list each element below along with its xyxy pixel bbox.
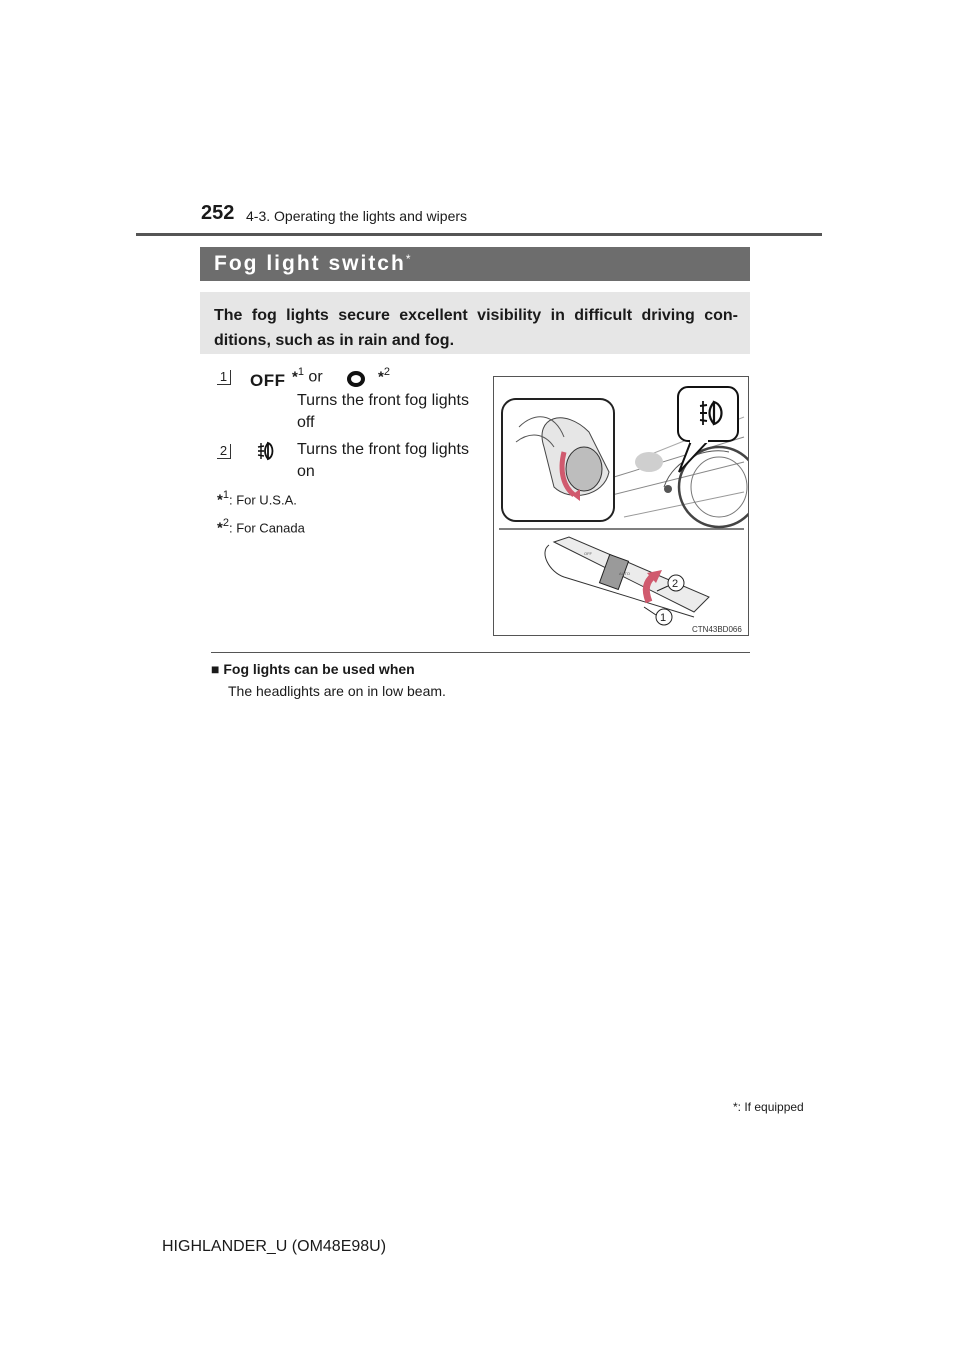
canada-footnote-ref bbox=[378, 366, 390, 386]
footnote-canada bbox=[217, 517, 305, 537]
footnote-ref-1: 1 bbox=[297, 366, 304, 378]
note-body: The headlights are on in low beam. bbox=[228, 683, 446, 699]
asterisk: * bbox=[733, 1100, 738, 1114]
item-1-desc-line2: off bbox=[297, 414, 315, 431]
item-1-desc-line1: Turns the front fog lights bbox=[297, 392, 469, 409]
svg-text:OFF: OFF bbox=[584, 551, 592, 556]
manual-footer: HIGHLANDER_U (OM48E98U) bbox=[162, 1238, 387, 1255]
us-off-footnote-ref bbox=[292, 366, 323, 388]
section-heading-text: Fog light switch bbox=[214, 252, 406, 275]
header-rule bbox=[136, 233, 822, 236]
figure-code: CTN43BD066 bbox=[692, 625, 742, 634]
note-divider bbox=[211, 652, 750, 653]
if-equipped-note bbox=[733, 1100, 804, 1114]
asterisk: * bbox=[217, 519, 223, 537]
front-fog-light-icon bbox=[256, 440, 278, 462]
callout-1: 1 bbox=[660, 612, 667, 624]
intro-box: The fog lights secure excellent visibility in difficult driving con-ditions, such as in rain and fog. bbox=[200, 292, 750, 354]
item-number-2: 2 bbox=[217, 444, 231, 459]
callout-2: 2 bbox=[672, 578, 679, 590]
asterisk: * bbox=[292, 368, 298, 386]
or-text: or bbox=[303, 368, 323, 386]
if-equipped-mark: * bbox=[405, 252, 411, 266]
note-bullet: ■ bbox=[211, 661, 220, 677]
svg-text:AUTO: AUTO bbox=[619, 571, 631, 576]
footnote-text: : For Canada bbox=[228, 520, 305, 536]
illustration-drawing bbox=[494, 377, 748, 635]
fog-switch-illustration bbox=[493, 376, 749, 636]
footnote-usa bbox=[217, 489, 297, 509]
page-number: 252 bbox=[201, 202, 235, 224]
item-2-desc-line2: on bbox=[297, 463, 315, 480]
item-number-1: 1 bbox=[217, 370, 231, 385]
section-title: 4-3. Operating the lights and wipers bbox=[246, 208, 468, 224]
note-heading bbox=[211, 661, 415, 677]
asterisk: * bbox=[378, 368, 384, 386]
footnote-number: 1 bbox=[222, 489, 229, 501]
section-heading bbox=[200, 247, 750, 281]
asterisk: * bbox=[217, 491, 223, 509]
note-heading-text: Fog lights can be used when bbox=[223, 661, 415, 677]
fog-light-off-indicator-icon bbox=[346, 370, 366, 388]
footnote-text: : For U.S.A. bbox=[228, 492, 297, 508]
if-equipped-text: : If equipped bbox=[737, 1100, 804, 1114]
off-label: OFF bbox=[250, 371, 286, 390]
item-2-desc-line1: Turns the front fog lights bbox=[297, 441, 469, 458]
footnote-ref-2: 2 bbox=[383, 366, 390, 378]
footnote-number: 2 bbox=[222, 517, 229, 529]
